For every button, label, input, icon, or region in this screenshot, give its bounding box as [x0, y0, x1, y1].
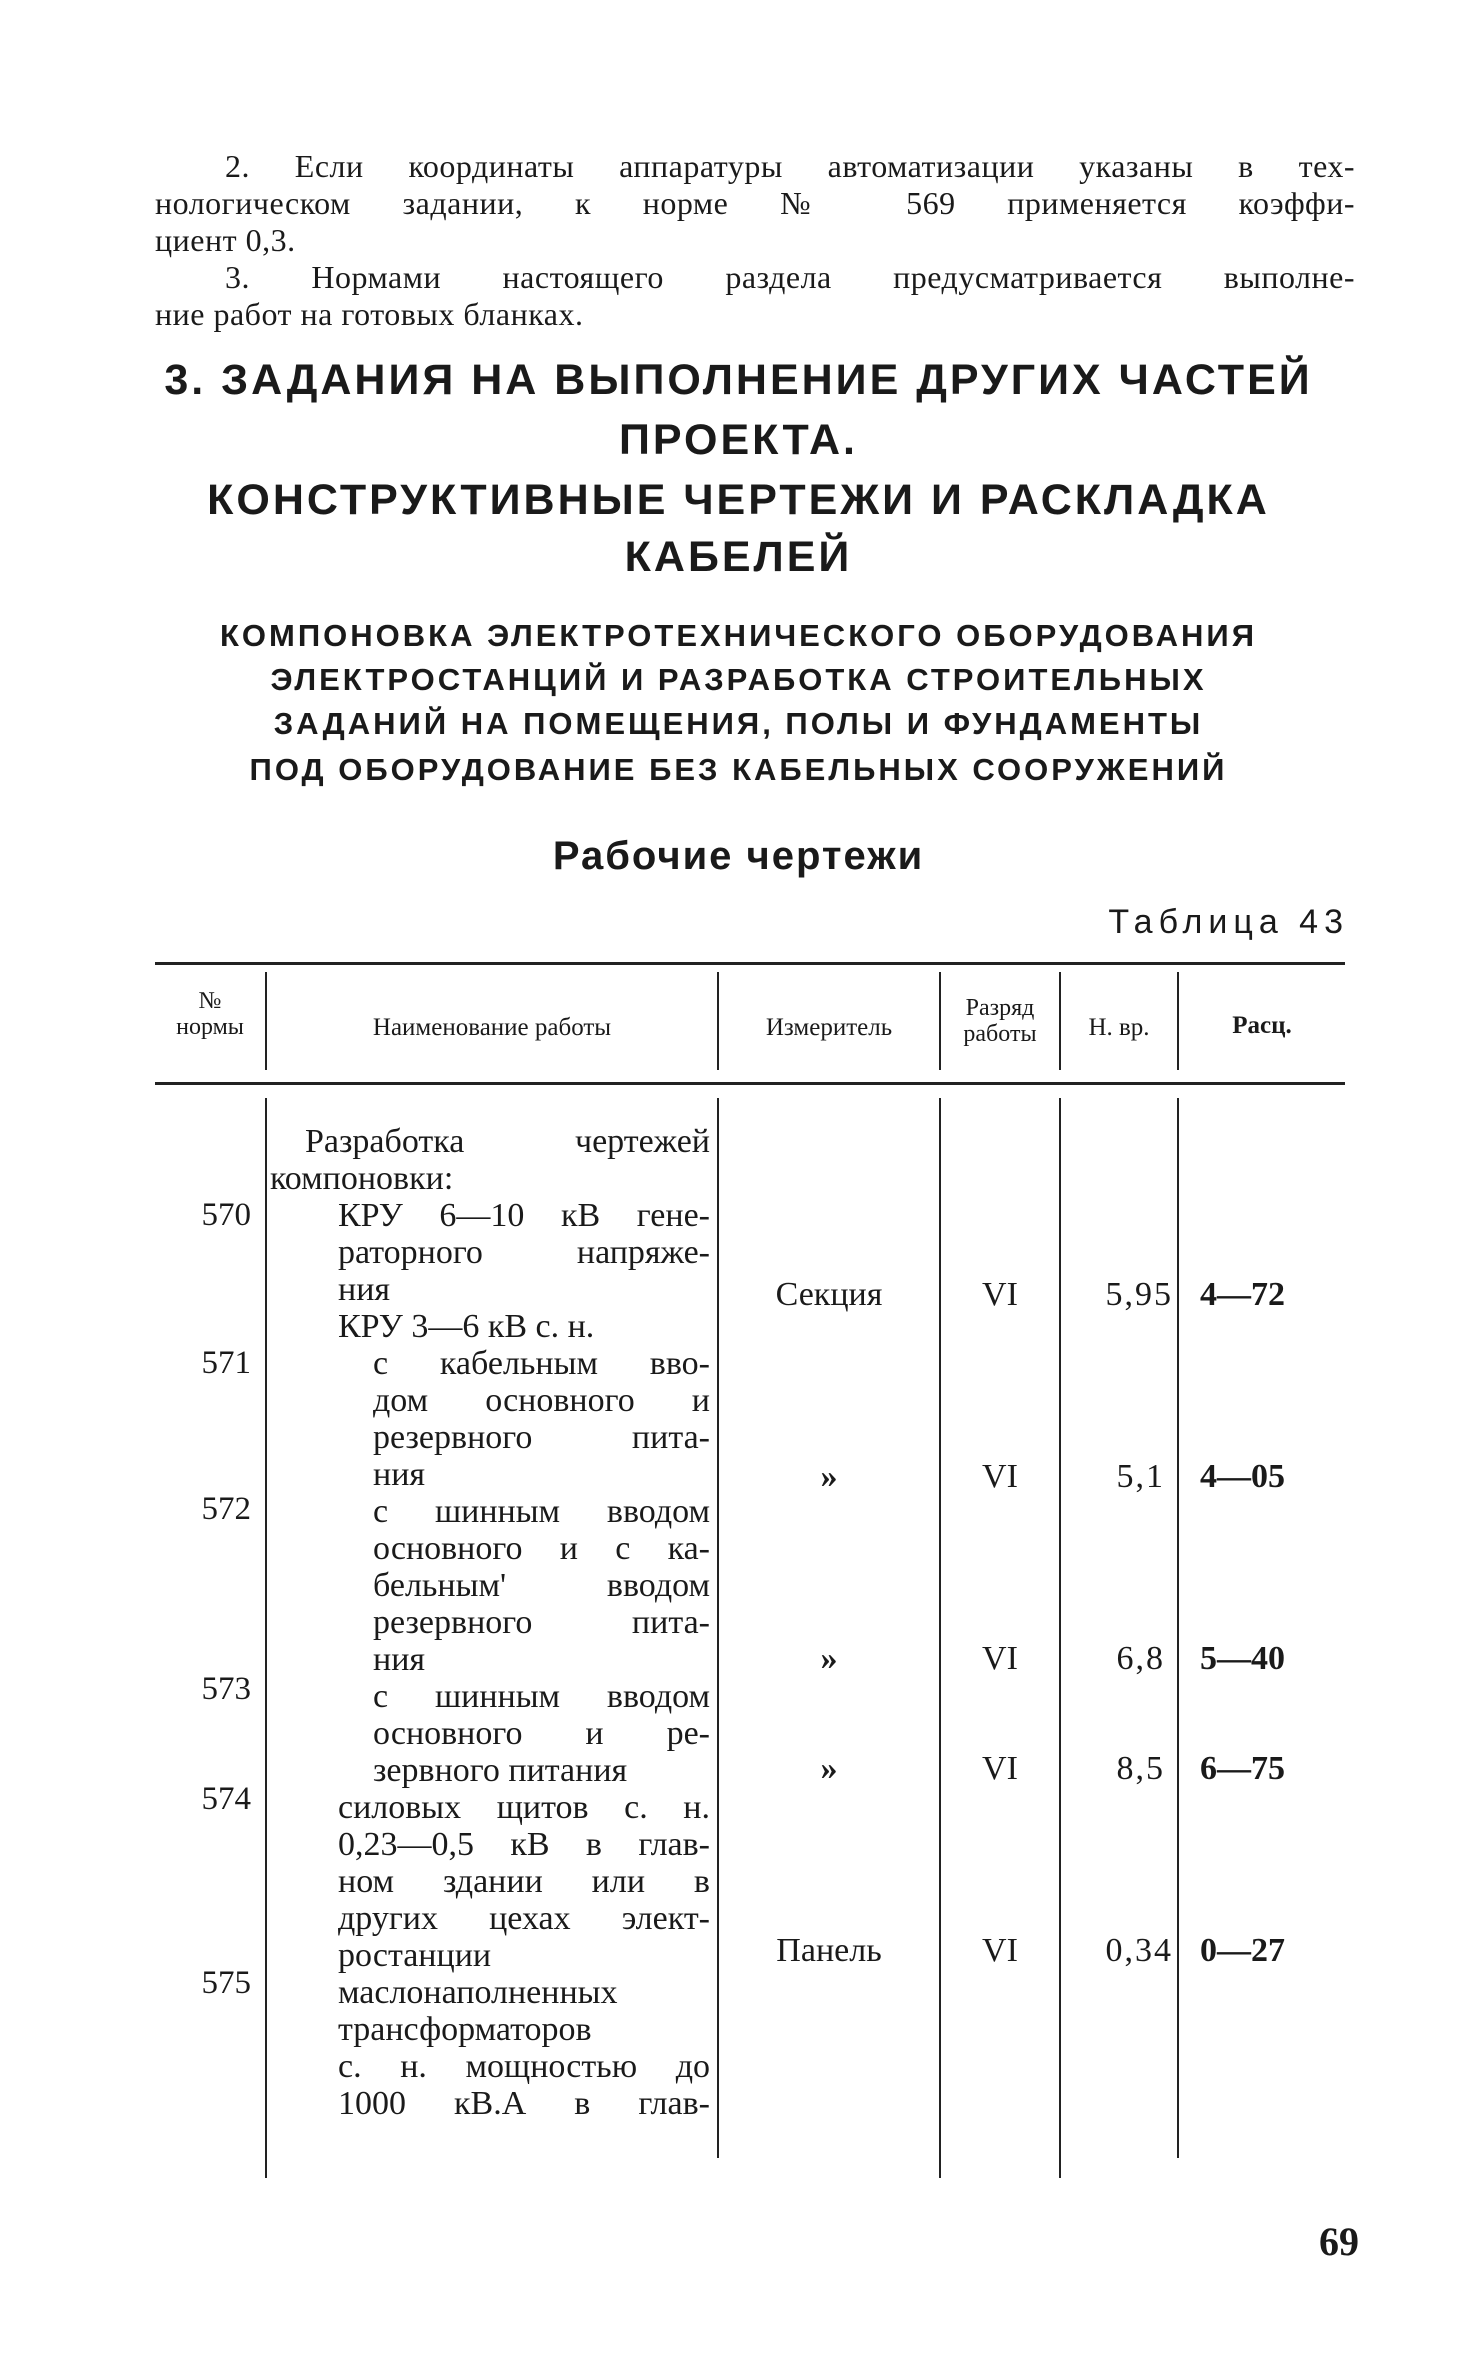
table-label: Таблица 43 [1108, 903, 1349, 941]
work-name-line: ния [338, 1271, 391, 1308]
note-3-line-2: ние работ на готовых бланках. [155, 296, 584, 332]
work-name-line: Разработка чертежей [305, 1123, 710, 1160]
work-name-line: маслонаполненных [338, 1974, 618, 2011]
work-name-line: ния [373, 1641, 426, 1678]
hours-572: 6,8 [1116, 1640, 1165, 1677]
norm-no-573: 573 [201, 1671, 251, 1707]
hours-570: 5,95 [1105, 1276, 1173, 1313]
header-norm-no-line-2: нормы [176, 1014, 244, 1040]
section-title-line-3: КОНСТРУКТИВНЫЕ ЧЕРТЕЖИ И РАСКЛАДКА [207, 476, 1270, 524]
work-name-line: резервного пита- [373, 1419, 710, 1456]
section-title-line-2: ПРОЕКТА. [618, 416, 859, 464]
header-grade-line-2: работы [963, 1021, 1037, 1047]
header-hours: Н. вр. [1088, 1014, 1150, 1041]
note-3 [155, 259, 1355, 333]
section-title-line-4: КАБЕЛЕЙ [624, 533, 853, 581]
norm-no-574: 574 [201, 1781, 251, 1817]
col-sep-body-4 [1059, 1098, 1061, 2178]
note-2 [155, 148, 1355, 259]
unit-571: » [820, 1458, 838, 1495]
header-unit: Измеритель [765, 1014, 893, 1041]
col-sep-body-3 [939, 1098, 941, 2178]
unit-570: Секция [775, 1276, 883, 1313]
work-name-line: трансформаторов [338, 2011, 592, 2048]
rate-575: 0—27 [1200, 1932, 1285, 1969]
norm-no-570: 570 [201, 1197, 251, 1233]
work-name-line: ния [373, 1456, 426, 1493]
hours-571: 5,1 [1116, 1458, 1165, 1495]
section-subtitle-line-4: ПОД ОБОРУДОВАНИЕ БЕЗ КАБЕЛЬНЫХ СООРУЖЕНИЙ [249, 752, 1228, 787]
work-name-line: с. н. мощностью до [338, 2048, 710, 2085]
work-name-line: с кабельным вво- [373, 1345, 710, 1382]
work-name-line: силовых щитов с. н. [338, 1789, 710, 1826]
work-name-line: КРУ 3—6 кВ с. н. [338, 1308, 595, 1345]
section-subtitle-line-1: КОМПОНОВКА ЭЛЕКТРОТЕХНИЧЕСКОГО ОБОРУДОВАНИЯ [220, 618, 1257, 653]
note-2-line-2: нологическом задании, к норме № 569 применяется коэффи- [155, 185, 1355, 221]
work-name-line: других цехах элект- [338, 1900, 710, 1937]
grade-575: VI [982, 1932, 1018, 1969]
header-grade [941, 995, 1059, 1047]
header-rate: Расц. [1232, 1012, 1292, 1039]
grade-571: VI [982, 1458, 1018, 1495]
norm-no-572: 572 [201, 1491, 251, 1527]
hours-575: 0,34 [1105, 1932, 1173, 1969]
work-name-line: с шинным вводом [373, 1678, 710, 1715]
rate-573: 6—75 [1200, 1750, 1285, 1787]
work-name-line: 0,23—0,5 кВ в глав- [338, 1826, 710, 1863]
table-header-rule [155, 1082, 1345, 1085]
section-subtitle-line-2: ЭЛЕКТРОСТАНЦИЙ И РАЗРАБОТКА СТРОИТЕЛЬНЫХ [270, 662, 1207, 697]
working-drawings-title: Рабочие чертежи [552, 834, 925, 878]
work-name-line: раторного напряже- [338, 1234, 710, 1271]
grade-572: VI [982, 1640, 1018, 1677]
col-sep-body-5 [1177, 1098, 1179, 2158]
work-name-line: с шинным вводом [373, 1493, 710, 1530]
unit-573: » [820, 1750, 838, 1787]
work-name-line: зервного питания [373, 1752, 628, 1789]
header-norm-no-line-1: № [198, 988, 222, 1014]
grade-573: VI [982, 1750, 1018, 1787]
unit-575: Панель [776, 1932, 882, 1969]
col-sep-body-1 [265, 1098, 267, 2178]
norm-no-575: 575 [201, 1965, 251, 2001]
work-name-line: бельным' вводом [373, 1567, 710, 1604]
grade-570: VI [982, 1276, 1018, 1313]
work-name-line: дом основного и [373, 1382, 710, 1419]
work-name-line: КРУ 6—10 кВ гене- [338, 1197, 710, 1234]
work-name-line: компоновки: [270, 1160, 454, 1197]
section-title-line-1: 3. ЗАДАНИЯ НА ВЫПОЛНЕНИЕ ДРУГИХ ЧАСТЕЙ [164, 356, 1313, 404]
header-norm-no [155, 988, 265, 1040]
work-name-line: ном здании или в [338, 1863, 710, 1900]
work-name-line: ростанции [338, 1937, 492, 1974]
work-name-line: основного и с ка- [373, 1530, 710, 1567]
work-name-line: 1000 кВ.А в глав- [338, 2085, 710, 2122]
unit-572: » [820, 1640, 838, 1677]
hours-573: 8,5 [1116, 1750, 1165, 1787]
header-work-name: Наименование работы [372, 1014, 612, 1041]
table-top-rule [155, 962, 1345, 965]
note-2-line-3: циент 0,3. [155, 222, 296, 258]
work-name-column [270, 1123, 710, 2122]
work-name-line: резервного пита- [373, 1604, 710, 1641]
rate-571: 4—05 [1200, 1458, 1285, 1495]
col-sep-body-2 [717, 1098, 719, 2158]
header-grade-line-1: Разряд [965, 995, 1035, 1021]
norm-no-571: 571 [201, 1345, 251, 1381]
page-number: 69 [1319, 2219, 1359, 2264]
note-2-line-1: 2. Если координаты аппаратуры автоматизации указаны в тех- [225, 148, 1355, 184]
section-subtitle-line-3: ЗАДАНИЙ НА ПОМЕЩЕНИЯ, ПОЛЫ И ФУНДАМЕНТЫ [273, 706, 1204, 741]
work-name-line: основного и ре- [373, 1715, 710, 1752]
rate-572: 5—40 [1200, 1640, 1285, 1677]
rate-570: 4—72 [1200, 1276, 1285, 1313]
note-3-line-1: 3. Нормами настоящего раздела предусматривается выполне- [225, 259, 1355, 295]
